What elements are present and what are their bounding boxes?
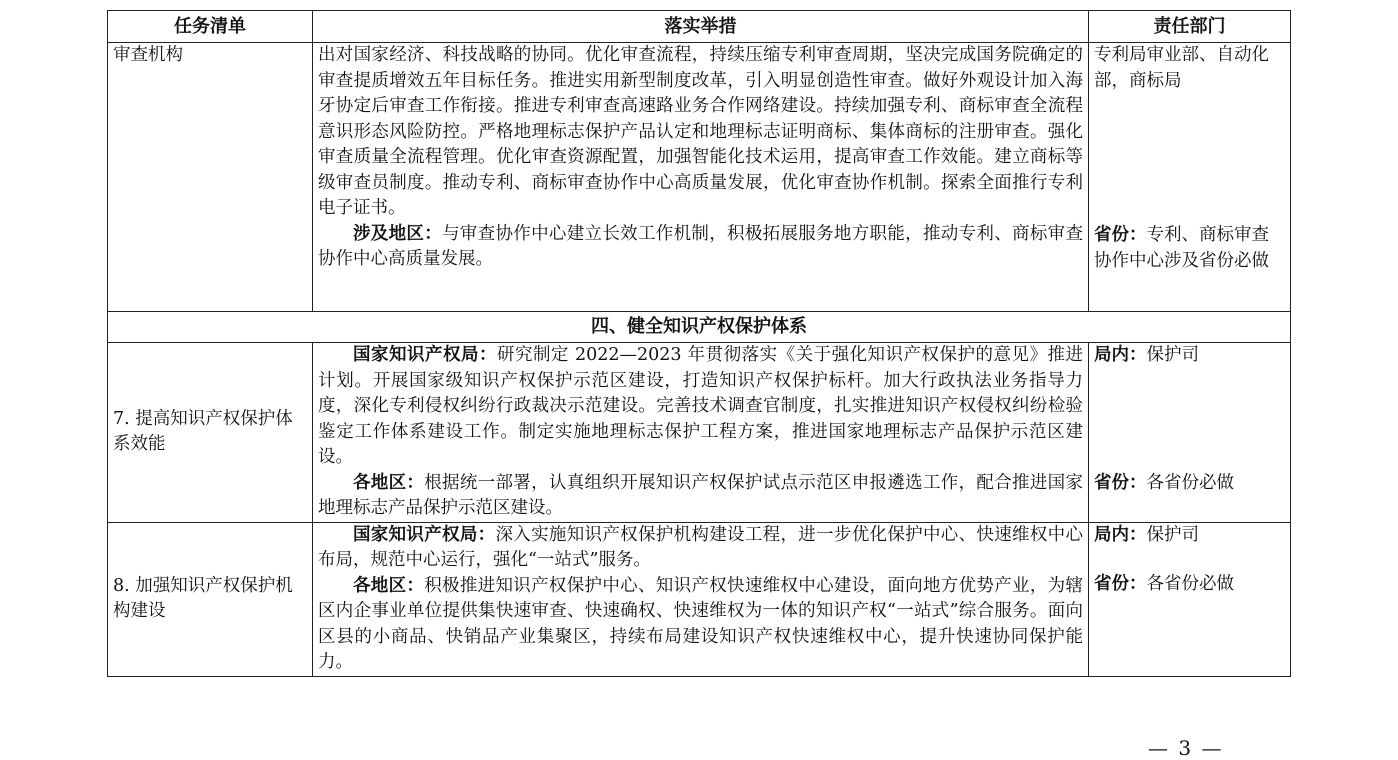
dept-province-label: 省份： — [1094, 472, 1147, 493]
cnipa-text: 研究制定 2022—2023 年贯彻落实《关于强化知识产权保护的意见》推进计划。开展国家级知识产权保护示范区建设，打造知识产权保护标杆。加大行政执法业务指导力度，深化专利侵权纠纷行政裁决示范建设。完善技术调查官制度，扎实推进知识产权侵权纠纷检验鉴定工作体系建设工作。制定实施地理标志保护工程方案，推进国家地理标志产品保护示范区建设。 — [318, 345, 1083, 467]
task-cell: 审查机构 — [108, 43, 313, 312]
region-label: 涉及地区： — [353, 223, 443, 244]
dept-province-text: 各省份必做 — [1146, 472, 1234, 493]
dept-internal — [1094, 343, 1285, 369]
table-row — [108, 522, 1291, 676]
dept-province — [1094, 572, 1285, 598]
measures-cell — [313, 43, 1089, 312]
cnipa-label: 国家知识产权局： — [353, 524, 496, 545]
measures-text: 出对国家经济、科技战略的协同。优化审查流程，持续压缩专利审查周期，坚决完成国务院确定的审查提质增效五年目标任务。推进实用新型制度改革，引入明显创造性审查。做好外观设计加入海牙协定后审查工作衔接。推进专利审查高速路业务合作网络建设。持续加强专利、商标审查全流程意识形态风险防控。严格地理标志保护产品认定和地理标志证明商标、集体商标的注册审查。强化审查质量全流程管理。优化审查资源配置，加强智能化技术运用，提高审查工作效能。建立商标等级审查员制度。推动专利、商标审查协作中心高质量发展，优化审查协作机制。探索全面推行专利电子证书。 — [318, 45, 1083, 218]
dept-province-text: 各省份必做 — [1146, 574, 1234, 594]
task-cell: 8. 加强知识产权保护机构建设 — [108, 522, 313, 676]
region-label: 各地区： — [353, 575, 425, 596]
table-row — [108, 43, 1291, 312]
dept-province-label: 省份： — [1094, 225, 1147, 245]
cnipa-paragraph — [318, 343, 1083, 471]
cnipa-label: 国家知识产权局： — [353, 345, 497, 365]
page-number: — 3 — — [1148, 736, 1224, 760]
dept-internal — [1094, 523, 1285, 549]
dept-province-text: 专利、商标审查协作中心涉及省份必做 — [1094, 225, 1269, 271]
header-dept: 责任部门 — [1089, 11, 1291, 43]
table-row — [108, 343, 1291, 523]
dept-internal-label: 局内： — [1094, 345, 1147, 365]
section-row — [108, 312, 1291, 343]
dept-province — [1094, 471, 1285, 497]
measures-cell — [313, 343, 1089, 523]
region-paragraph — [318, 574, 1083, 676]
dept-cell — [1089, 343, 1291, 523]
header-measures: 落实举措 — [313, 11, 1089, 43]
task-cell: 7. 提高知识产权保护体系效能 — [108, 343, 313, 523]
dept-internal-label: 局内： — [1094, 524, 1147, 545]
dept-province — [1094, 223, 1285, 274]
section-title: 四、健全知识产权保护体系 — [108, 312, 1291, 343]
region-text: 与审查协作中心建立长效工作机制，积极拓展服务地方职能，推动专利、商标审查协作中心高质量发展。 — [318, 223, 1083, 269]
dept-cell — [1089, 522, 1291, 676]
region-label: 各地区： — [353, 472, 425, 493]
region-paragraph — [318, 222, 1083, 273]
dept-text: 专利局审业部、自动化部，商标局 — [1094, 45, 1269, 91]
task-table — [107, 10, 1291, 677]
dept-province-label: 省份： — [1094, 574, 1147, 594]
cnipa-text: 深入实施知识产权保护机构建设工程，进一步优化保护中心、快速维权中心布局，规范中心运行，强化“一站式”服务。 — [318, 524, 1083, 570]
header-task: 任务清单 — [108, 11, 313, 43]
region-text: 积极推进知识产权保护中心、知识产权快速维权中心建设，面向地方优势产业，为辖区内企事业单位提供集快速审查、快速确权、快速维权为一体的知识产权“一站式”综合服务。面向区县的小商品、快销品产业集聚区，持续布局建设知识产权快速维权中心，提升快速协同保护能力。 — [318, 575, 1083, 672]
dept-cell — [1089, 43, 1291, 312]
measures-cell — [313, 522, 1089, 676]
dept-internal-text: 保护司 — [1146, 345, 1199, 365]
dept-internal-text: 保护司 — [1146, 524, 1199, 545]
region-paragraph — [318, 471, 1083, 522]
cnipa-paragraph — [318, 523, 1083, 574]
region-text: 根据统一部署，认真组织开展知识产权保护试点示范区申报遴选工作，配合推进国家地理标志产品保护示范区建设。 — [318, 472, 1083, 518]
table-header-row — [108, 11, 1291, 43]
